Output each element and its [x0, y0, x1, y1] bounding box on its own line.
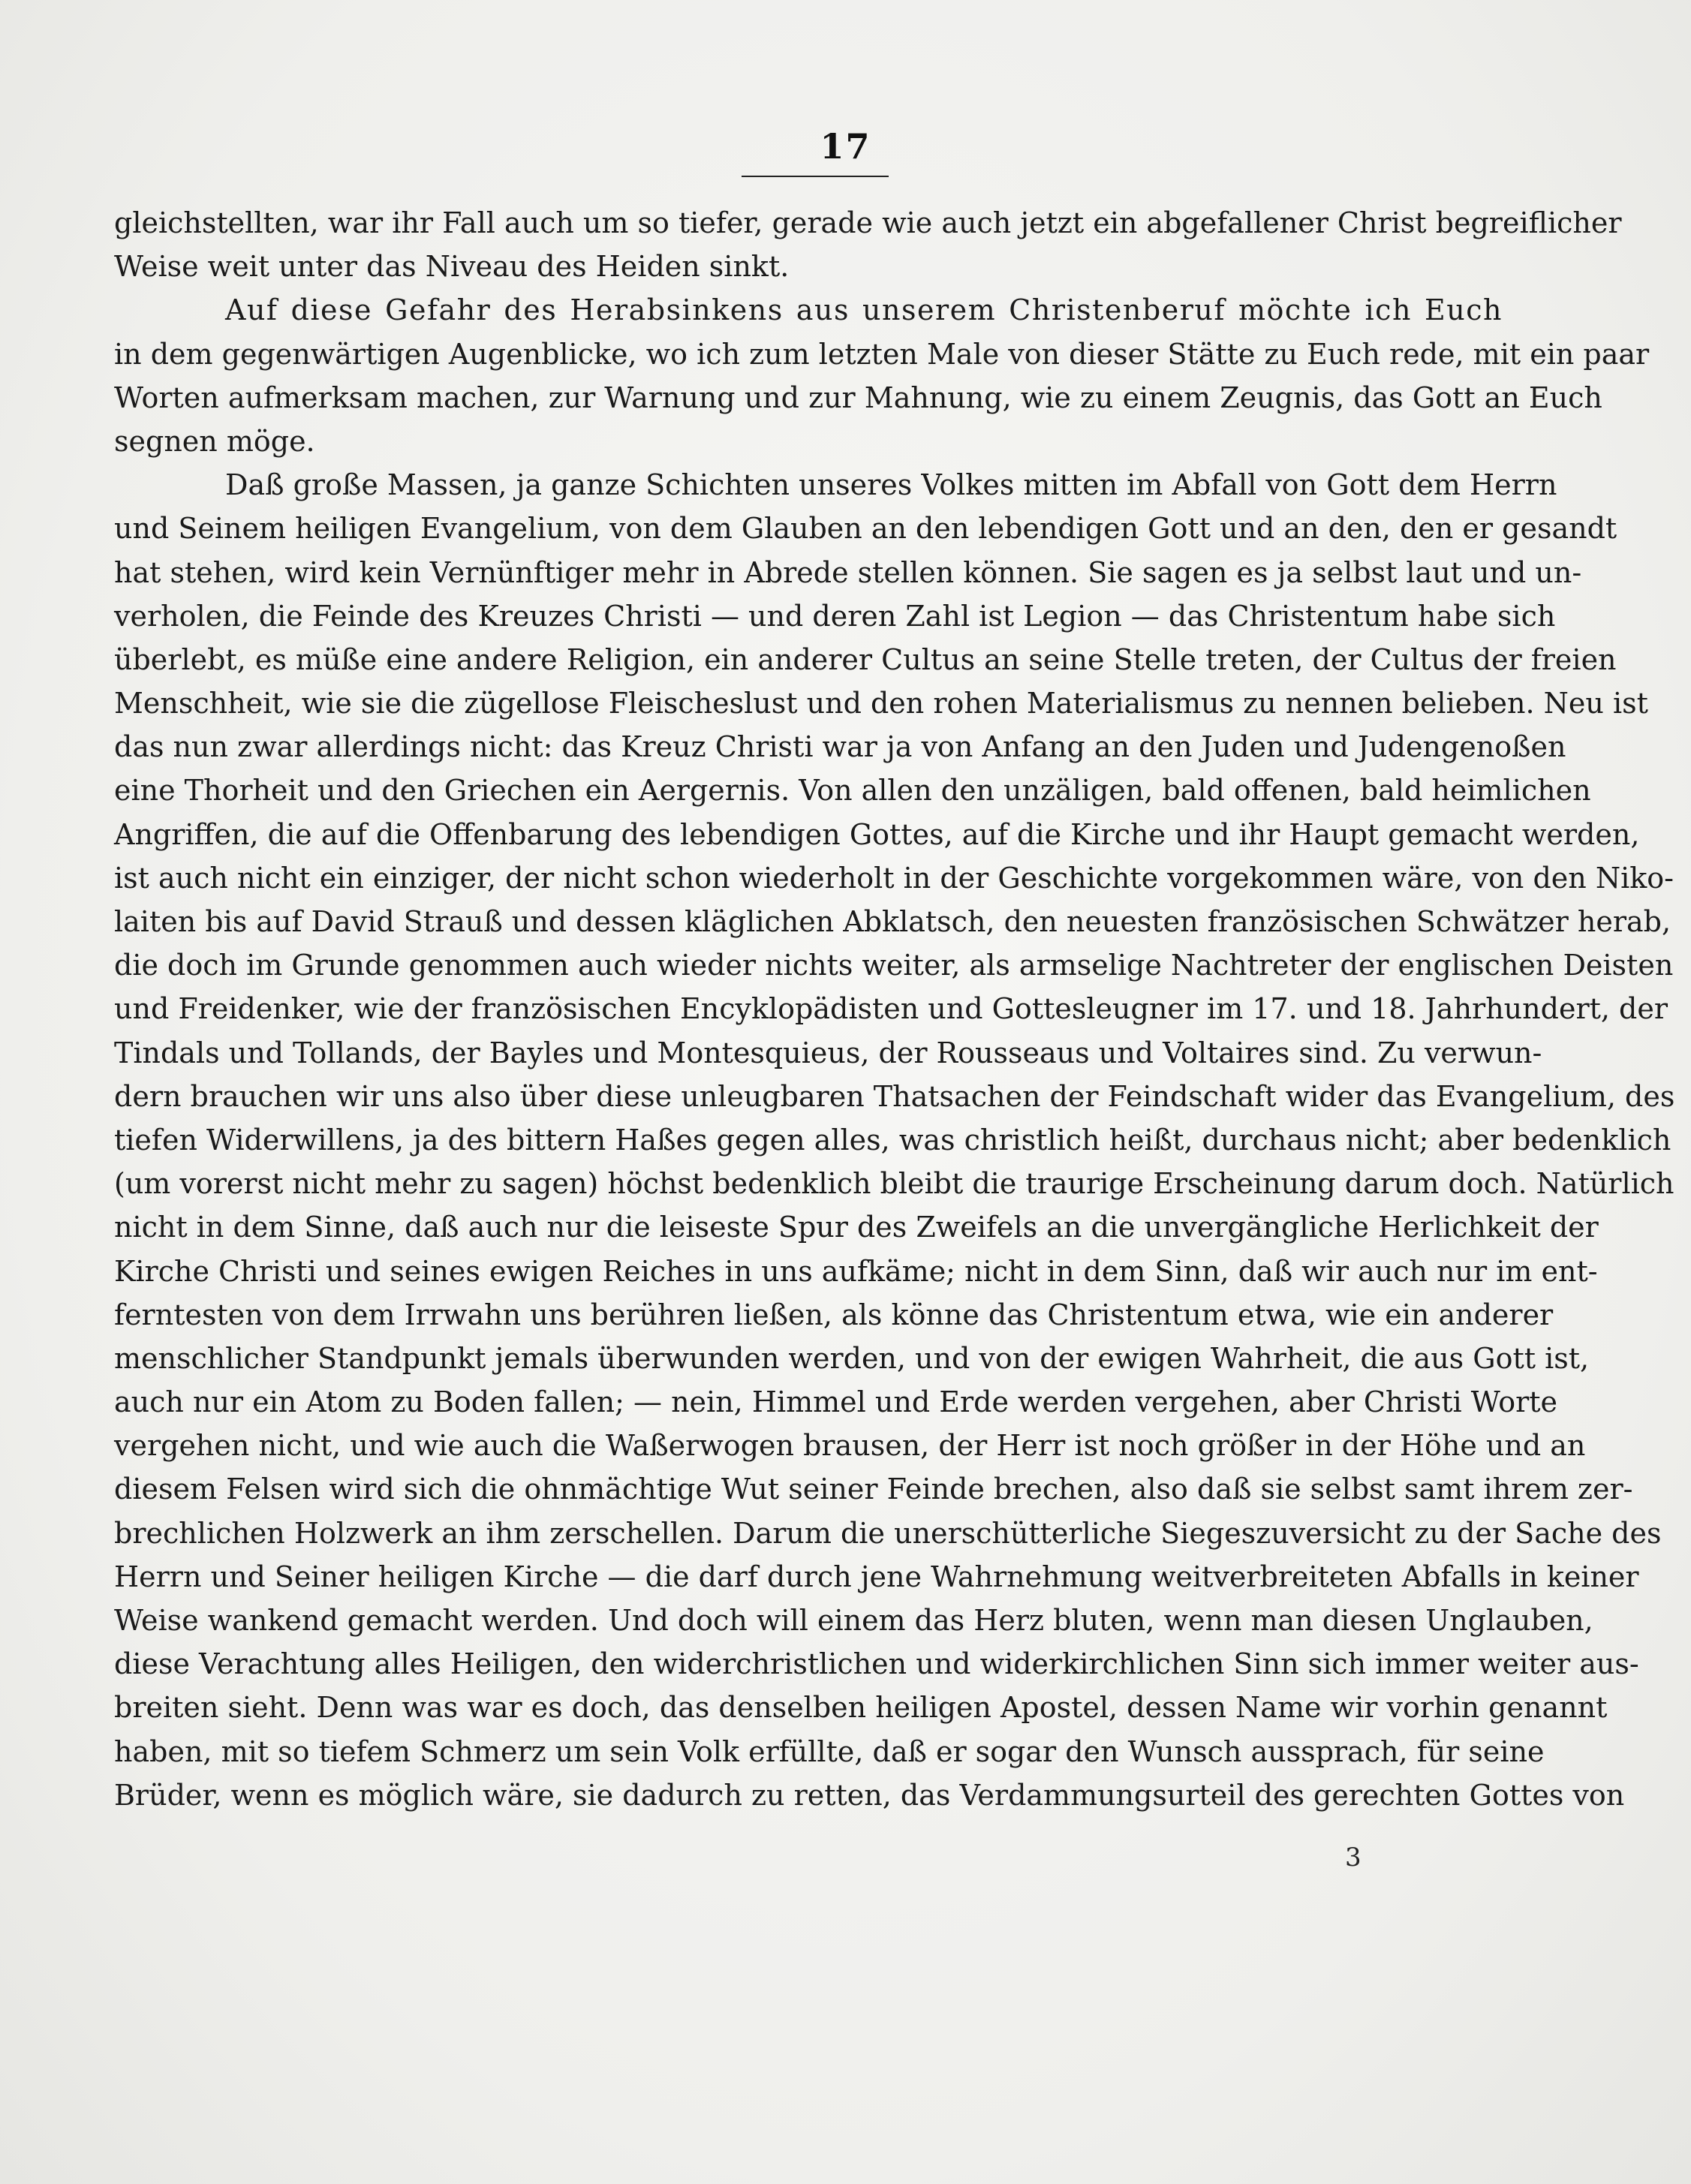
- text-line: ferntesten von dem Irrwahn uns berühren ließen, als könne das Christentum etwa, wie ein anderer: [114, 1298, 1554, 1331]
- text-line: nicht in dem Sinne, daß auch nur die leiseste Spur des Zweifels an die unvergängliche Herlichkeit der: [114, 1211, 1599, 1244]
- text-line: Auf diese Gefahr des Herabsinkens aus unserem Christenberuf möchte ich Euch: [225, 293, 1503, 327]
- text-line: laiten bis auf David Strauß und dessen kläglichen Abklatsch, den neuesten französischen Schwätzer herab,: [114, 905, 1671, 938]
- text-line: hat stehen, wird kein Vernünftiger mehr in Abrede stellen können. Sie sagen es ja selbst laut und un-: [114, 555, 1582, 589]
- text-line: vergehen nicht, und wie auch die Waßerwogen brausen, der Herr ist noch größer in der Höhe und an: [114, 1429, 1586, 1463]
- header-rule: [742, 176, 889, 177]
- text-line: menschlicher Standpunkt jemals überwunden werden, und von der ewigen Wahrheit, die aus Gott ist,: [114, 1341, 1590, 1375]
- text-line: auch nur ein Atom zu Boden fallen; — nein, Himmel und Erde werden vergehen, aber Christi Worte: [114, 1385, 1557, 1419]
- text-line: Weise weit unter das Niveau des Heiden sinkt.: [114, 250, 790, 284]
- text-line: verholen, die Feinde des Kreuzes Christi — und deren Zahl ist Legion — das Christentum habe sich: [114, 599, 1556, 633]
- text-line: das nun zwar allerdings nicht: das Kreuz Christi war ja von Anfang an den Juden und Judengenoßen: [114, 730, 1566, 764]
- text-line: diese Verachtung alles Heiligen, den widerchristlichen und widerkirchlichen Sinn sich immer weiter aus-: [114, 1647, 1639, 1681]
- text-line: und Seinem heiligen Evangelium, von dem Glauben an den lebendigen Gott und an den, den er gesandt: [114, 512, 1617, 546]
- text-line: und Freidenker, wie der französischen Encyklopädisten und Gottesleugner im 17. und 18. Jahrhundert, der: [114, 992, 1668, 1026]
- body-text: [114, 201, 1675, 1817]
- text-line: Kirche Christi und seines ewigen Reiches in uns aufkäme; nicht in dem Sinn, daß wir auch nur im ent-: [114, 1254, 1598, 1288]
- text-line: haben, mit so tiefem Schmerz um sein Volk erfüllte, daß er sogar den Wunsch aussprach, für seine: [114, 1734, 1545, 1768]
- text-line: Daß große Massen, ja ganze Schichten unseres Volkes mitten im Abfall von Gott dem Herrn: [225, 468, 1557, 502]
- page-number: 17: [820, 126, 871, 167]
- text-line: brechlichen Holzwerk an ihm zerschellen. Darum die unerschütterliche Siegeszuversicht zu der Sache des: [114, 1516, 1662, 1550]
- text-line: überlebt, es müße eine andere Religion, ein anderer Cultus an seine Stelle treten, der Cultus der freien: [114, 642, 1617, 676]
- text-line: die doch im Grunde genommen auch wieder nichts weiter, als armselige Nachtreter der englischen Deisten: [114, 949, 1674, 982]
- signature-mark: 3: [1345, 1843, 1362, 1873]
- text-line: Weise wankend gemacht werden. Und doch will einem das Herz bluten, wenn man diesen Unglauben,: [114, 1604, 1593, 1637]
- text-line: Herrn und Seiner heiligen Kirche — die darf durch jene Wahrnehmung weitverbreiteten Abfalls in keiner: [114, 1560, 1639, 1593]
- text-line: gleichstellten, war ihr Fall auch um so tiefer, gerade wie auch jetzt ein abgefallener Christ begreiflicher: [114, 206, 1622, 239]
- text-line: Menschheit, wie sie die zügellose Fleischeslust und den rohen Materialismus zu nennen belieben. Neu ist: [114, 687, 1648, 720]
- text-line: breiten sieht. Denn was war es doch, das denselben heiligen Apostel, dessen Name wir vorhin genannt: [114, 1691, 1608, 1725]
- text-line: Worten aufmerksam machen, zur Warnung und zur Mahnung, wie zu einem Zeugnis, das Gott an Euch: [114, 381, 1602, 414]
- text-line: Tindals und Tollands, der Bayles und Montesquieus, der Rousseaus und Voltaires sind. Zu verwun-: [114, 1036, 1542, 1069]
- text-line: dern brauchen wir uns also über diese unleugbaren Thatsachen der Feindschaft wider das Evangelium, des: [114, 1079, 1675, 1113]
- text-line: ist auch nicht ein einziger, der nicht schon wiederholt in der Geschichte vorgekommen wäre, von den Niko-: [114, 861, 1674, 895]
- text-line: tiefen Widerwillens, ja des bittern Haßes gegen alles, was christlich heißt, durchaus nicht; aber bedenklich: [114, 1123, 1671, 1157]
- text-line: diesem Felsen wird sich die ohnmächtige Wut seiner Feinde brechen, also daß sie selbst samt ihrem zer-: [114, 1473, 1633, 1506]
- text-line: segnen möge.: [114, 424, 315, 458]
- text-line: in dem gegenwärtigen Augenblicke, wo ich zum letzten Male von dieser Stätte zu Euch rede, mit ein paar: [114, 337, 1650, 371]
- text-line: Angriffen, die auf die Offenbarung des lebendigen Gottes, auf die Kirche und ihr Haupt gemacht werden,: [114, 817, 1640, 851]
- text-line: (um vorerst nicht mehr zu sagen) höchst bedenklich bleibt die traurige Erscheinung darum doch. Natürlich: [114, 1167, 1674, 1201]
- text-line: Brüder, wenn es möglich wäre, sie dadurch zu retten, das Verdammungsurteil des gerechten Gottes von: [114, 1778, 1625, 1812]
- text-line: eine Thorheit und den Griechen ein Aergernis. Von allen den unzäligen, bald offenen, bald heimlichen: [114, 774, 1591, 808]
